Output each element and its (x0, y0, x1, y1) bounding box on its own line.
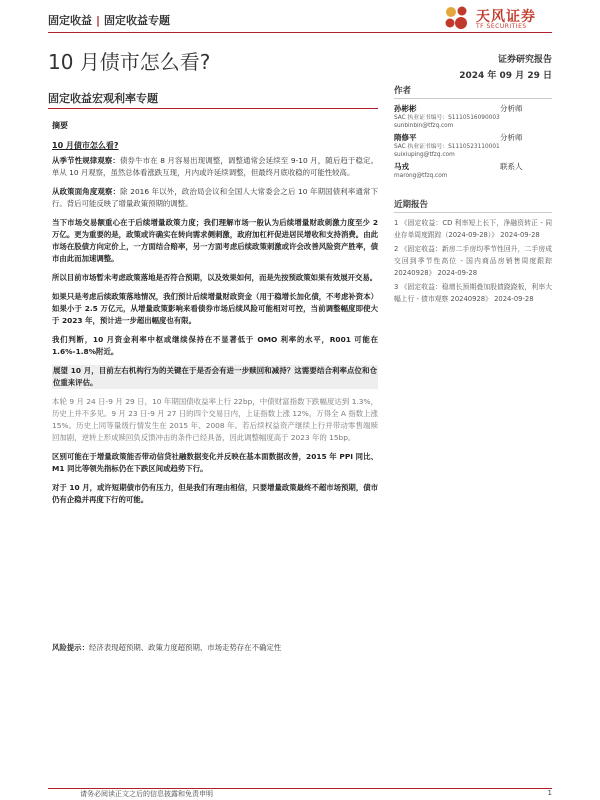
report-subtitle: 固定收益宏观利率专题 (48, 92, 158, 105)
paragraph-policy (52, 186, 378, 210)
report-type: 证券研究报告 (497, 55, 552, 65)
author-cert: SAC 执业证书编号：S1110516090003 (394, 115, 500, 121)
logo-text: 天风证券 (476, 9, 536, 25)
paragraph-text: 如果只是考虑后续政策落地情况，我们预计后续增量财政资金（用于稳增长加化债，不考虑补资本）如果小于 2.5 万亿元，从增量政策影响来看债券市场后续风险可能相对可控，当前调整幅度即使大于 2023 年，预计进一步超出幅度也有限。 (52, 292, 378, 325)
recent-report-link[interactable]: 3 《固定收益：稳增长预期叠加股债跷跷板，利率大幅上行 - 债市观察 20240928》 2024-09-28 (394, 283, 552, 303)
paragraph-text: 当下市场交易额重心在于后续增量政策力度；我们理解市场一般认为后续增量财政刺激力度至少 2 万亿。更为重要的是，政策或许确实在转向需求侧刺激，政府加杠杆促进居民增收和支持消费。由此市场在股债方向定价上，一方面结合赔率，另一方面考虑后续政策刺激或许会改善风险资产胜率，债市由此而加速调整。 (52, 218, 378, 263)
paragraph-text: 展望 10 月，目前左右机构行为的关键在于是否会有进一步赎回和减持？这需要结合利率点位和仓位重来评估。 (53, 366, 377, 387)
author-email[interactable]: marong@tfzq.com (394, 173, 448, 179)
paragraph-funding-rate (52, 334, 378, 358)
paragraph-history: 本轮 9 月 24 日-9 月 29 日，10 年期国债收益率上行 22bp，中债财富指数下跌幅度达到 1.3%，历史上并不多见。9 月 23 日-9 月 27 日的四个交易日内，上证指数上涨 12%，万得全 A 指数上涨 15%。历史上同等量级行情发生在 2015 年、2008 年。若后续权益资产继续上行并带动零售端赎回加剧，逆转上形成赎回负反馈冲击的条件已经具备，因此调整幅度高于 2023 年的 15bp。 (52, 397, 378, 442)
paragraph-text: 债券牛市在 8 月容易出现调整，调整通常会延续至 9-10 月，随后趋于稳定。单从 10 月观察，虽然总体看涨跌互现，月内或许延续调整，但最终月底收稳的可能性较高。 (52, 156, 378, 177)
paragraph-text: 所以目前市场暂未考虑政策落地是否符合预期，以及效果如何，而是先按预政策如果有效展开交易。 (52, 273, 378, 282)
risk-text: 经济表现超预期、政策力度超预期、市场走势存在不确定性 (88, 643, 282, 652)
recent-reports-heading: 近期报告 (394, 198, 552, 213)
paragraph-expectation (52, 272, 378, 284)
header-category (48, 12, 170, 28)
paragraph-text: 区别可能在于增量政策能否带动信贷社融数据变化并反映在基本面数据改善，2015 年 PPI 同比、M1 同比等领先指标仍在下跌区间或趋势下行。 (52, 452, 378, 473)
author-email[interactable]: suixiuping@tfzq.com (394, 152, 455, 158)
risk-notice (52, 642, 281, 653)
paragraph-difference (52, 451, 378, 475)
paragraph-seasonality (52, 155, 378, 179)
company-logo (442, 4, 552, 34)
paragraph-text: 除 2016 年以外，政治局会议和全国人大常委会之后 10 年期国债利率通常下行。背后可能反映了增量政策预期的调整。 (52, 187, 378, 208)
page-number: 1 (547, 789, 552, 797)
authors-heading: 作者 (394, 84, 552, 99)
section-heading: 10 月债市怎么看? (52, 141, 119, 150)
logo-mark-icon (442, 4, 472, 34)
author-entry (394, 161, 552, 180)
paragraph-outlook (52, 365, 378, 389)
paragraph-text: 我们判断，10 月资金利率中枢或继续保持在不显著低于 OMO 利率的水平，R001 可能在 1.6%-1.8%附近。 (52, 335, 378, 356)
paragraph-text: 对于 10 月，或许短期债市仍有压力，但是我们有理由相信，只要增量政策最终不超市场预期，债市仍有企稳并再度下行的可能。 (52, 483, 378, 504)
author-entry (394, 103, 552, 130)
paragraph-lead: 从季节性规律观察： (52, 156, 120, 165)
author-email[interactable]: sunbinbin@tfzq.com (394, 123, 454, 129)
report-title: 10 月债市怎么看? (48, 50, 211, 74)
author-role: 联系人 (500, 162, 523, 171)
author-entry (394, 132, 552, 159)
author-name: 隋修平 (394, 133, 417, 142)
paragraph-conclusion (52, 482, 378, 506)
paragraph-market-focus (52, 217, 378, 265)
footer-disclaimer: 请务必阅读正文之后的信息披露和免责申明 (80, 790, 213, 798)
author-role: 分析师 (500, 133, 523, 142)
paragraph-fiscal (52, 291, 378, 327)
author-name: 孙彬彬 (394, 104, 417, 113)
header-category-text: 固定收益 (48, 14, 92, 27)
logo-subtext: TF SECURITIES (476, 23, 527, 30)
author-role: 分析师 (500, 104, 523, 113)
summary-body (52, 120, 378, 513)
sidebar (394, 84, 552, 307)
author-cert: SAC 执业证书编号：S1110523110001 (394, 144, 500, 150)
subtitle-divider (48, 108, 378, 109)
header-subcategory-text: 固定收益专题 (104, 14, 171, 27)
recent-report-link[interactable]: 2 《固定收益：新房二手房均季节性回升，二手房成交回到季节性高位 - 国内商品房销售周度跟踪 20240928》 2024-09-28 (394, 245, 552, 277)
risk-label: 风险提示： (52, 643, 89, 652)
paragraph-lead: 从政策面角度观察： (52, 187, 121, 196)
report-date: 2024 年 09 月 29 日 (459, 71, 552, 81)
author-name: 马戎 (394, 162, 409, 171)
summary-label: 摘要 (52, 121, 68, 130)
header-separator: | (96, 14, 101, 27)
recent-report-link[interactable]: 1 《固定收益：CD 利率短上长下，净融资转正 - 同业存单周度跟踪（2024-09-28）》 2024-09-28 (394, 219, 552, 239)
